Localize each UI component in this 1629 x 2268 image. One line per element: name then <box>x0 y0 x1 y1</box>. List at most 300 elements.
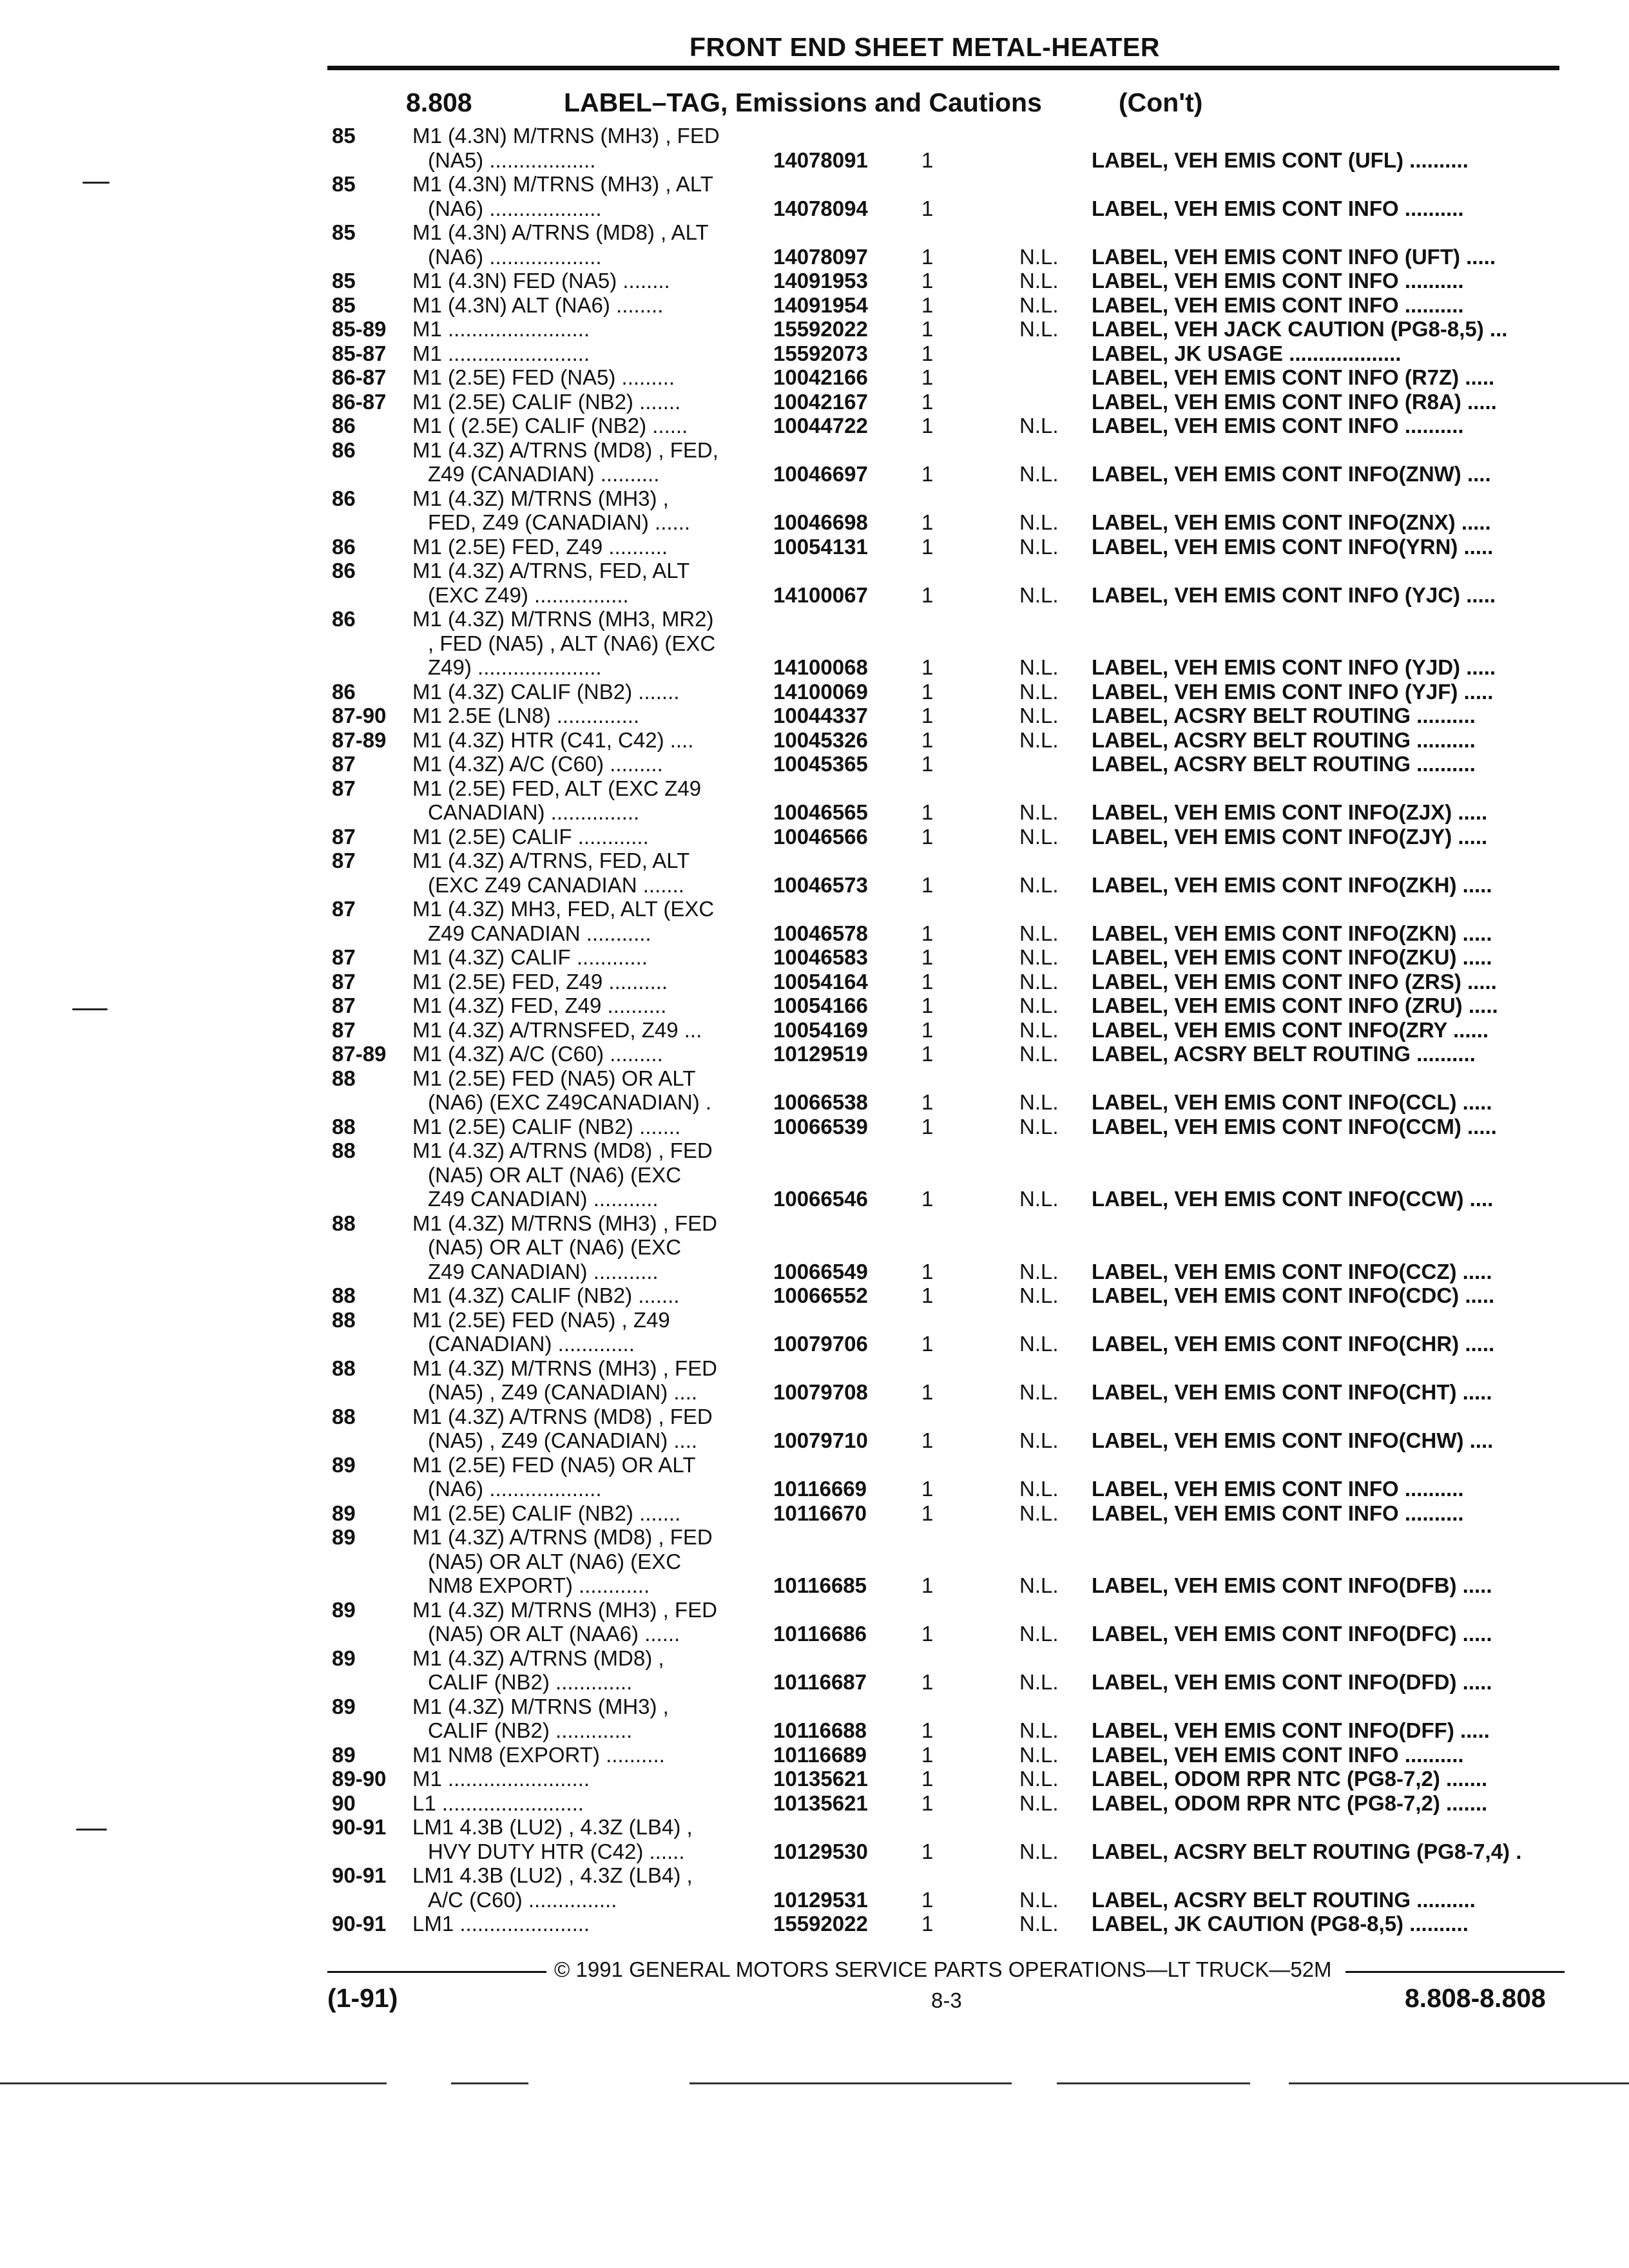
nl-cell: N.L. <box>1019 704 1059 727</box>
quantity-cell: 1 <box>921 1380 934 1404</box>
quantity-cell: 1 <box>921 704 934 727</box>
part-number-cell: 10116686 <box>773 1622 867 1646</box>
part-number-cell: 10135621 <box>773 1767 868 1791</box>
table-row <box>0 341 1629 366</box>
year-cell: 88 <box>332 1307 356 1332</box>
table-row <box>0 1260 1629 1284</box>
quantity-cell: 1 <box>921 921 934 945</box>
table-row <box>0 462 1629 486</box>
description-cell: LABEL, VEH EMIS CONT INFO(ZJY) ..... <box>1092 824 1488 849</box>
year-cell: 90 <box>332 1791 356 1815</box>
scan-edge-line <box>689 2082 1012 2084</box>
description-cell: LABEL, VEH EMIS CONT INFO(ZKH) ..... <box>1092 872 1492 897</box>
table-row <box>0 1598 1629 1622</box>
nl-cell: N.L. <box>1019 1718 1059 1742</box>
model-cell: A/C (C60) ............... <box>428 1887 617 1912</box>
table-row <box>0 1622 1629 1646</box>
table-row <box>0 317 1629 341</box>
table-row <box>0 583 1629 608</box>
part-number-cell: 10045326 <box>773 727 868 752</box>
part-number-cell: 10066549 <box>773 1259 868 1283</box>
nl-cell: N.L. <box>1019 1912 1059 1936</box>
part-number-cell: 10116688 <box>773 1718 867 1742</box>
part-number-cell: 10116685 <box>773 1573 867 1597</box>
section-code: 8.808 <box>406 88 472 117</box>
table-row <box>0 704 1629 728</box>
year-cell: 87 <box>332 969 356 994</box>
year-cell: 87-90 <box>332 704 387 727</box>
part-number-cell: 10079706 <box>773 1332 868 1356</box>
table-row <box>0 220 1629 245</box>
model-cell: M1 (2.5E) FED (NA5) OR ALT <box>412 1452 696 1477</box>
year-cell: 89 <box>332 1597 356 1622</box>
quantity-cell: 1 <box>921 1017 934 1042</box>
nl-cell: N.L. <box>1019 1573 1059 1597</box>
table-row <box>0 970 1629 994</box>
nl-cell: N.L. <box>1019 510 1059 534</box>
table-row <box>0 1187 1629 1211</box>
model-cell: M1 (4.3Z) CALIF (NB2) ....... <box>412 679 680 704</box>
description-cell: LABEL, VEH EMIS CONT INFO(CHR) ..... <box>1092 1332 1495 1356</box>
model-cell: (EXC Z49) ................ <box>428 582 629 607</box>
nl-cell: N.L. <box>1019 1332 1059 1356</box>
table-row <box>0 752 1629 776</box>
nl-cell: N.L. <box>1019 1042 1059 1066</box>
table-row <box>0 1356 1629 1381</box>
table-row <box>0 535 1629 559</box>
footer-copyright: © 1991 GENERAL MOTORS SERVICE PARTS OPERATIONS—LT TRUCK—52M <box>554 1957 1332 1981</box>
part-number-cell: 10046698 <box>773 510 868 534</box>
quantity-cell: 1 <box>921 1791 934 1815</box>
model-cell: CALIF (NB2) ............. <box>428 1718 633 1742</box>
description-cell: LABEL, VEH EMIS CONT INFO .......... <box>1092 293 1464 317</box>
model-cell: M1 (2.5E) FED (NA5) ......... <box>412 365 675 389</box>
description-cell: LABEL, ACSRY BELT ROUTING (PG8-7,4) . <box>1092 1839 1522 1863</box>
model-cell: M1 (4.3Z) A/C (C60) ......... <box>412 752 663 776</box>
part-number-cell: 10054166 <box>773 994 868 1017</box>
model-cell: M1 (4.3Z) A/TRNSFED, Z49 ... <box>412 1017 702 1042</box>
quantity-cell: 1 <box>921 1477 934 1501</box>
part-number-cell: 10054169 <box>773 1017 868 1042</box>
model-cell: FED, Z49 (CANADIAN) ...... <box>428 510 691 534</box>
table-row <box>0 486 1629 511</box>
year-cell: 86-87 <box>332 365 387 389</box>
description-cell: LABEL, ODOM RPR NTC (PG8-7,2) ....... <box>1092 1791 1488 1815</box>
year-cell: 87 <box>332 849 356 872</box>
part-number-cell: 10046566 <box>773 824 868 849</box>
year-cell: 87 <box>332 897 356 921</box>
quantity-cell: 1 <box>921 269 934 293</box>
scan-margin-mark <box>82 182 110 184</box>
model-cell: M1 (4.3Z) MH3, FED, ALT (EXC <box>412 897 715 921</box>
description-cell: LABEL, VEH JACK CAUTION (PG8-8,5) ... <box>1092 317 1508 341</box>
part-number-cell: 14078097 <box>773 244 868 269</box>
description-cell: LABEL, VEH EMIS CONT INFO (YJD) ..... <box>1092 655 1496 679</box>
model-cell: Z49 CANADIAN ........... <box>428 921 651 945</box>
table-row <box>0 414 1629 438</box>
table-row <box>0 1695 1629 1719</box>
description-cell: LABEL, VEH EMIS CONT INFO .......... <box>1092 1742 1464 1767</box>
description-cell: LABEL, VEH EMIS CONT INFO(CCZ) ..... <box>1092 1259 1492 1283</box>
year-cell: 87 <box>332 994 356 1017</box>
model-cell: LM1 ...................... <box>412 1912 590 1936</box>
model-cell: (EXC Z49 CANADIAN ....... <box>428 872 684 897</box>
nl-cell: N.L. <box>1019 824 1059 849</box>
table-row <box>0 559 1629 583</box>
part-number-cell: 10044722 <box>773 414 868 437</box>
table-row <box>0 655 1629 680</box>
year-cell: 85 <box>332 293 356 317</box>
year-cell: 86-87 <box>332 389 387 414</box>
year-cell: 88 <box>332 1283 356 1307</box>
table-row <box>0 1066 1629 1091</box>
nl-cell: N.L. <box>1019 921 1059 945</box>
model-cell: M1 ........................ <box>412 317 590 341</box>
quantity-cell: 1 <box>921 679 934 704</box>
description-cell: LABEL, VEH EMIS CONT INFO(ZKU) ..... <box>1092 945 1492 969</box>
quantity-cell: 1 <box>921 1622 934 1646</box>
model-cell: M1 (4.3Z) A/TRNS, FED, ALT <box>412 559 690 582</box>
table-row <box>0 1477 1629 1501</box>
part-number-cell: 10129519 <box>773 1042 868 1066</box>
model-cell: M1 (4.3Z) M/TRNS (MH3, MR2) <box>412 607 714 631</box>
table-row <box>0 1550 1629 1574</box>
model-cell: NM8 EXPORT) ............ <box>428 1573 650 1597</box>
parts-table <box>0 124 1629 1936</box>
part-number-cell: 10054131 <box>773 534 868 559</box>
quantity-cell: 1 <box>921 1573 934 1597</box>
description-cell: LABEL, VEH EMIS CONT (UFL) .......... <box>1092 148 1469 172</box>
quantity-cell: 1 <box>921 414 934 437</box>
model-cell: (CANADIAN) ............. <box>428 1332 635 1356</box>
description-cell: LABEL, VEH EMIS CONT INFO .......... <box>1092 1477 1464 1501</box>
description-cell: LABEL, ODOM RPR NTC (PG8-7,2) ....... <box>1092 1767 1488 1791</box>
quantity-cell: 1 <box>921 872 934 897</box>
quantity-cell: 1 <box>921 800 934 824</box>
year-cell: 86 <box>332 534 356 559</box>
nl-cell: N.L. <box>1019 1742 1059 1767</box>
part-number-cell: 10042167 <box>773 389 868 414</box>
year-cell: 90-91 <box>332 1863 387 1887</box>
table-row <box>0 269 1629 293</box>
model-cell: M1 (4.3N) A/TRNS (MD8) , ALT <box>412 220 709 244</box>
nl-cell: N.L. <box>1019 269 1059 293</box>
model-cell: (NA5) , Z49 (CANADIAN) .... <box>428 1380 698 1404</box>
quantity-cell: 1 <box>921 752 934 776</box>
nl-cell: N.L. <box>1019 994 1059 1017</box>
table-row <box>0 1573 1629 1598</box>
part-number-cell: 14091954 <box>773 293 868 317</box>
table-row <box>0 945 1629 970</box>
table-row <box>0 1018 1629 1043</box>
footer-rule-left <box>327 1971 546 1973</box>
quantity-cell: 1 <box>921 945 934 969</box>
nl-cell: N.L. <box>1019 969 1059 994</box>
part-number-cell: 10079710 <box>773 1428 868 1452</box>
year-cell: 88 <box>332 1211 356 1235</box>
part-number-cell: 10054164 <box>773 969 868 994</box>
table-row <box>0 293 1629 318</box>
table-row <box>0 680 1629 704</box>
model-cell: M1 (4.3Z) FED, Z49 .......... <box>412 994 667 1017</box>
table-row <box>0 849 1629 873</box>
part-number-cell: 14078091 <box>773 148 868 172</box>
year-cell: 89 <box>332 1694 356 1718</box>
description-cell: LABEL, ACSRY BELT ROUTING .......... <box>1092 704 1476 727</box>
nl-cell: N.L. <box>1019 1259 1059 1283</box>
model-cell: M1 (4.3Z) CALIF (NB2) ....... <box>412 1283 680 1307</box>
part-number-cell: 14100067 <box>773 582 868 607</box>
description-cell: LABEL, VEH EMIS CONT INFO(CDC) ..... <box>1092 1283 1495 1307</box>
table-row <box>0 1428 1629 1453</box>
nl-cell: N.L. <box>1019 1767 1059 1791</box>
model-cell: M1 (4.3N) ALT (NA6) ........ <box>412 293 664 317</box>
quantity-cell: 1 <box>921 1332 934 1356</box>
part-number-cell: 10046697 <box>773 462 868 486</box>
part-number-cell: 10116670 <box>773 1501 867 1525</box>
nl-cell: N.L. <box>1019 1428 1059 1452</box>
year-cell: 85 <box>332 269 356 293</box>
description-cell: LABEL, VEH EMIS CONT INFO .......... <box>1092 1501 1464 1525</box>
model-cell: M1 (4.3Z) A/TRNS (MD8) , FED <box>412 1404 713 1428</box>
quantity-cell: 1 <box>921 1501 934 1525</box>
year-cell: 87 <box>332 945 356 969</box>
nl-cell: N.L. <box>1019 1090 1059 1114</box>
nl-cell: N.L. <box>1019 800 1059 824</box>
description-cell: LABEL, VEH EMIS CONT INFO(ZNX) ..... <box>1092 510 1491 534</box>
section-title: LABEL–TAG, Emissions and Cautions <box>564 88 1042 117</box>
description-cell: LABEL, ACSRY BELT ROUTING .......... <box>1092 1042 1476 1066</box>
table-row <box>0 1235 1629 1260</box>
quantity-cell: 1 <box>921 655 934 679</box>
description-cell: LABEL, VEH EMIS CONT INFO(CCW) .... <box>1092 1187 1494 1211</box>
model-cell: HVY DUTY HTR (C42) ...... <box>428 1839 685 1863</box>
description-cell: LABEL, VEH EMIS CONT INFO (ZRU) ..... <box>1092 994 1498 1017</box>
year-cell: 86 <box>332 679 356 704</box>
nl-cell: N.L. <box>1019 414 1059 437</box>
nl-cell: N.L. <box>1019 534 1059 559</box>
year-cell: 87-89 <box>332 727 387 752</box>
description-cell: LABEL, VEH EMIS CONT INFO (YJF) ..... <box>1092 679 1494 704</box>
description-cell: LABEL, VEH EMIS CONT INFO (YJC) ..... <box>1092 582 1496 607</box>
model-cell: M1 (2.5E) CALIF ............ <box>412 824 649 849</box>
part-number-cell: 10129531 <box>773 1887 868 1912</box>
nl-cell: N.L. <box>1019 655 1059 679</box>
quantity-cell: 1 <box>921 148 934 172</box>
model-cell: M1 (4.3Z) A/TRNS (MD8) , <box>412 1646 664 1670</box>
quantity-cell: 1 <box>921 1259 934 1283</box>
description-cell: LABEL, VEH EMIS CONT INFO(DFD) ..... <box>1092 1670 1492 1694</box>
quantity-cell: 1 <box>921 1114 934 1139</box>
table-row <box>0 1767 1629 1791</box>
model-cell: M1 ( (2.5E) CALIF (NB2) ...... <box>412 414 688 437</box>
model-cell: M1 (2.5E) FED (NA5) , Z49 <box>412 1307 670 1332</box>
quantity-cell: 1 <box>921 727 934 752</box>
table-row <box>0 1501 1629 1526</box>
part-number-cell: 10066552 <box>773 1283 868 1307</box>
model-cell: M1 (4.3Z) A/TRNS (MD8) , FED, <box>412 437 718 462</box>
part-number-cell: 14100069 <box>773 679 868 704</box>
part-number-cell: 10045365 <box>773 752 868 776</box>
year-cell: 87 <box>332 752 356 776</box>
model-cell: (NA5) OR ALT (NA6) (EXC <box>428 1162 682 1187</box>
quantity-cell: 1 <box>921 582 934 607</box>
table-row <box>0 994 1629 1018</box>
description-cell: LABEL, VEH EMIS CONT INFO(DFC) ..... <box>1092 1622 1492 1646</box>
description-cell: LABEL, VEH EMIS CONT INFO .......... <box>1092 414 1464 437</box>
year-cell: 88 <box>332 1066 356 1090</box>
description-cell: LABEL, VEH EMIS CONT INFO .......... <box>1092 269 1464 293</box>
nl-cell: N.L. <box>1019 293 1059 317</box>
footer-page-number: 8-3 <box>931 1988 962 2012</box>
model-cell: M1 (4.3Z) A/TRNS (MD8) , FED <box>412 1525 713 1549</box>
header-rule <box>327 66 1559 70</box>
scan-edge-line <box>0 2082 387 2084</box>
quantity-cell: 1 <box>921 1839 934 1863</box>
table-row <box>0 390 1629 414</box>
part-number-cell: 10044337 <box>773 704 868 727</box>
table-row <box>0 1670 1629 1695</box>
model-cell: M1 (4.3Z) M/TRNS (MH3) , FED <box>412 1356 718 1380</box>
table-row <box>0 1308 1629 1332</box>
description-cell: LABEL, ACSRY BELT ROUTING .......... <box>1092 1887 1476 1912</box>
part-number-cell: 10116687 <box>773 1670 867 1694</box>
quantity-cell: 1 <box>921 244 934 269</box>
nl-cell: N.L. <box>1019 1670 1059 1694</box>
model-cell: (NA6) (EXC Z49CANADIAN) . <box>428 1090 712 1114</box>
description-cell: LABEL, VEH EMIS CONT INFO (ZRS) ..... <box>1092 969 1497 994</box>
year-cell: 85-89 <box>332 317 387 341</box>
quantity-cell: 1 <box>921 317 934 341</box>
scan-edge-line <box>451 2082 528 2084</box>
table-row <box>0 1163 1629 1187</box>
year-cell: 90-91 <box>332 1815 387 1839</box>
description-cell: LABEL, ACSRY BELT ROUTING .......... <box>1092 727 1476 752</box>
quantity-cell: 1 <box>921 293 934 317</box>
year-cell: 85 <box>332 172 356 196</box>
year-cell: 86 <box>332 414 356 437</box>
quantity-cell: 1 <box>921 510 934 534</box>
table-row <box>0 1090 1629 1115</box>
description-cell: LABEL, VEH EMIS CONT INFO(CHT) ..... <box>1092 1380 1492 1404</box>
nl-cell: N.L. <box>1019 1501 1059 1525</box>
model-cell: M1 (4.3Z) M/TRNS (MH3) , <box>412 486 669 510</box>
model-cell: CALIF (NB2) ............. <box>428 1670 633 1694</box>
model-cell: LM1 4.3B (LU2) , 4.3Z (LB4) , <box>412 1863 693 1887</box>
table-row <box>0 197 1629 221</box>
nl-cell: N.L. <box>1019 582 1059 607</box>
table-row <box>0 1718 1629 1743</box>
nl-cell: N.L. <box>1019 1017 1059 1042</box>
year-cell: 90-91 <box>332 1912 387 1936</box>
part-number-cell: 10079708 <box>773 1380 868 1404</box>
model-cell: M1 (4.3Z) A/TRNS (MD8) , FED <box>412 1139 713 1162</box>
year-cell: 88 <box>332 1356 356 1380</box>
year-cell: 87 <box>332 1017 356 1042</box>
table-row <box>0 631 1629 656</box>
year-cell: 86 <box>332 486 356 510</box>
model-cell: (NA6) ................... <box>428 1477 602 1501</box>
model-cell: M1 (2.5E) FED, Z49 .......... <box>412 969 668 994</box>
table-row <box>0 124 1629 148</box>
year-cell: 85 <box>332 124 356 148</box>
scan-edge-line <box>1289 2082 1629 2084</box>
table-row <box>0 1888 1629 1912</box>
nl-cell: N.L. <box>1019 1114 1059 1139</box>
table-row <box>0 365 1629 390</box>
part-number-cell: 10066546 <box>773 1187 868 1211</box>
table-row <box>0 245 1629 269</box>
quantity-cell: 1 <box>921 534 934 559</box>
table-row <box>0 897 1629 921</box>
nl-cell: N.L. <box>1019 1887 1059 1912</box>
quantity-cell: 1 <box>921 1090 934 1114</box>
nl-cell: N.L. <box>1019 1380 1059 1404</box>
description-cell: LABEL, VEH EMIS CONT INFO (R7Z) ..... <box>1092 365 1495 389</box>
model-cell: M1 (4.3N) M/TRNS (MH3) , FED <box>412 124 720 148</box>
nl-cell: N.L. <box>1019 872 1059 897</box>
quantity-cell: 1 <box>921 1742 934 1767</box>
nl-cell: N.L. <box>1019 1477 1059 1501</box>
table-row <box>0 1840 1629 1864</box>
model-cell: M1 (2.5E) CALIF (NB2) ....... <box>412 1501 681 1525</box>
footer-rule-right <box>1345 1971 1565 1973</box>
description-cell: LABEL, VEH EMIS CONT INFO(ZKN) ..... <box>1092 921 1492 945</box>
page-title: FRONT END SHEET METAL-HEATER <box>689 32 1160 62</box>
model-cell: M1 (2.5E) FED, ALT (EXC Z49 <box>412 776 702 800</box>
model-cell: M1 (4.3Z) M/TRNS (MH3) , <box>412 1694 669 1718</box>
table-row <box>0 1815 1629 1840</box>
nl-cell: N.L. <box>1019 462 1059 486</box>
model-cell: M1 (2.5E) CALIF (NB2) ....... <box>412 389 681 414</box>
table-row <box>0 1380 1629 1405</box>
part-number-cell: 10046565 <box>773 800 868 824</box>
description-cell: LABEL, VEH EMIS CONT INFO (R8A) ..... <box>1092 389 1497 414</box>
quantity-cell: 1 <box>921 994 934 1017</box>
description-cell: LABEL, VEH EMIS CONT INFO (UFT) ..... <box>1092 244 1496 269</box>
model-cell: (NA5) , Z49 (CANADIAN) .... <box>428 1428 698 1452</box>
model-cell: (NA6) ................... <box>428 244 602 269</box>
model-cell: (NA5) .................. <box>428 148 596 172</box>
part-number-cell: 14078094 <box>773 196 868 220</box>
table-row <box>0 825 1629 849</box>
model-cell: Z49 CANADIAN) ........... <box>428 1259 659 1283</box>
table-row <box>0 1791 1629 1816</box>
nl-cell: N.L. <box>1019 244 1059 269</box>
model-cell: CANADIAN) ............... <box>428 800 640 824</box>
table-row <box>0 148 1629 173</box>
quantity-cell: 1 <box>921 196 934 220</box>
continued-label: (Con't) <box>1119 88 1203 117</box>
part-number-cell: 15592022 <box>773 1912 868 1936</box>
model-cell: M1 (4.3Z) HTR (C41, C42) .... <box>412 727 694 752</box>
year-cell: 89 <box>332 1646 356 1670</box>
table-row <box>0 438 1629 463</box>
table-row <box>0 800 1629 825</box>
description-cell: LABEL, VEH EMIS CONT INFO(YRN) ..... <box>1092 534 1494 559</box>
table-row <box>0 1042 1629 1066</box>
model-cell: M1 (4.3Z) CALIF ............ <box>412 945 648 969</box>
quantity-cell: 1 <box>921 341 934 365</box>
year-cell: 87 <box>332 824 356 849</box>
model-cell: Z49 CANADIAN) ........... <box>428 1187 659 1211</box>
model-cell: (NA5) OR ALT (NA6) (EXC <box>428 1549 682 1573</box>
model-cell: (NA6) ................... <box>428 196 602 220</box>
description-cell: LABEL, VEH EMIS CONT INFO(CCM) ..... <box>1092 1114 1497 1139</box>
table-row <box>0 728 1629 753</box>
part-number-cell: 15592073 <box>773 341 868 365</box>
year-cell: 87-89 <box>332 1042 387 1066</box>
